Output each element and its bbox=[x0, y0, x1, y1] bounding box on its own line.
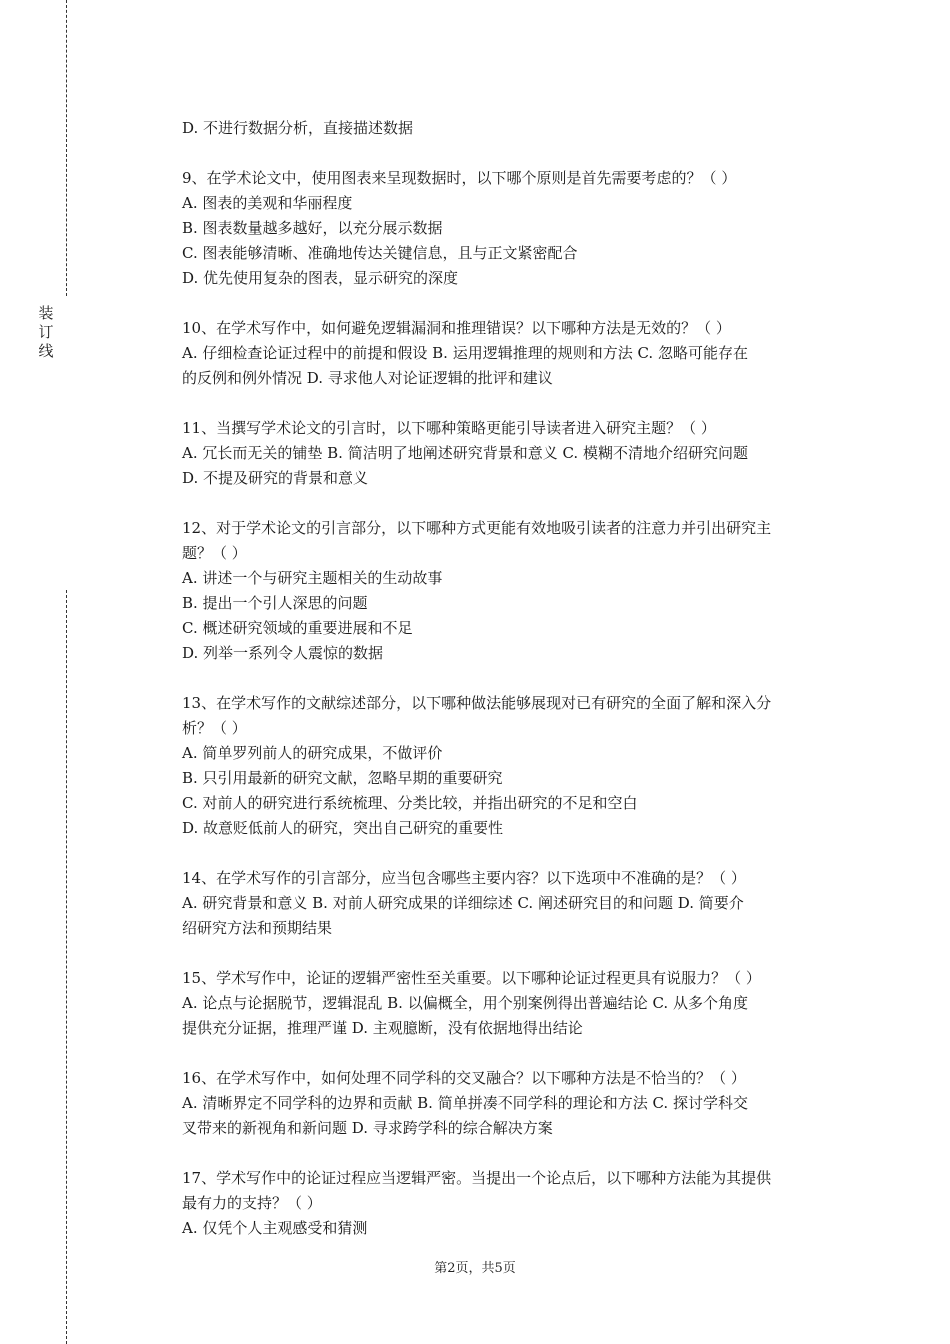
question-text-line: 析？（ ） bbox=[182, 719, 247, 737]
question-block bbox=[182, 691, 842, 841]
question-block bbox=[182, 1066, 842, 1141]
question-block bbox=[182, 966, 842, 1041]
question-block bbox=[182, 516, 842, 666]
question-block bbox=[182, 416, 842, 491]
question-text-line: 绍研究方法和预期结果 bbox=[182, 919, 333, 937]
binding-label-char: 装 bbox=[38, 304, 54, 322]
question-text-line: D. 故意贬低前人的研究，突出自己研究的重要性 bbox=[182, 819, 504, 837]
question-text-line: C. 概述研究领域的重要进展和不足 bbox=[182, 619, 413, 637]
question-stem-line: 13、在学术写作的文献综述部分，以下哪种做法能够展现对已有研究的全面了解和深入分 bbox=[182, 694, 772, 712]
question-text-line: B. 只引用最新的研究文献，忽略早期的重要研究 bbox=[182, 769, 503, 787]
question-text-line: C. 图表能够清晰、准确地传达关键信息，且与正文紧密配合 bbox=[182, 244, 578, 262]
question-stem-line: 17、学术写作中的论证过程应当逻辑严密。当提出一个论点后，以下哪种方法能为其提供 bbox=[182, 1169, 772, 1187]
question-stem-line: 9、在学术论文中，使用图表来呈现数据时，以下哪个原则是首先需要考虑的？（ ） bbox=[182, 169, 737, 187]
question-text-line: 的反例和例外情况 D. 寻求他人对论证逻辑的批评和建议 bbox=[182, 369, 553, 387]
question-text-line: 叉带来的新视角和新问题 D. 寻求跨学科的综合解决方案 bbox=[182, 1119, 553, 1137]
question-block bbox=[182, 316, 842, 391]
binding-label-char: 订 bbox=[38, 323, 54, 341]
question-text-line: A. 仅凭个人主观感受和猜测 bbox=[182, 1219, 368, 1237]
question-stem-line: 10、在学术写作中，如何避免逻辑漏洞和推理错误？以下哪种方法是无效的？（ ） bbox=[182, 319, 731, 337]
question-text-line: D. 优先使用复杂的图表，显示研究的深度 bbox=[182, 269, 459, 287]
question-text-line: A. 图表的美观和华丽程度 bbox=[182, 194, 353, 212]
question-text-line: B. 提出一个引人深思的问题 bbox=[182, 594, 368, 612]
question-stem-line: 12、对于学术论文的引言部分，以下哪种方式更能有效地吸引读者的注意力并引出研究主 bbox=[182, 519, 772, 537]
question-stem-line: 16、在学术写作中，如何处理不同学科的交叉融合？以下哪种方法是不恰当的？（ ） bbox=[182, 1069, 746, 1087]
question-text-line: A. 清晰界定不同学科的边界和贡献 B. 简单拼凑不同学科的理论和方法 C. 探讨学科交 bbox=[182, 1094, 748, 1112]
question-text-line: 最有力的支持？（ ） bbox=[182, 1194, 322, 1212]
binding-line-bottom bbox=[66, 590, 67, 1344]
question-text-line: A. 论点与论据脱节，逻辑混乱 B. 以偏概全，用个别案例得出普遍结论 C. 从多个角度 bbox=[182, 994, 748, 1012]
question-stem-line: 14、在学术写作的引言部分，应当包含哪些主要内容？以下选项中不准确的是？（ ） bbox=[182, 869, 746, 887]
binding-label-char: 线 bbox=[38, 342, 54, 360]
question-text-line: D. 不提及研究的背景和意义 bbox=[182, 469, 369, 487]
question-block bbox=[182, 1166, 842, 1241]
binding-label bbox=[36, 304, 56, 361]
question-text-line: A. 仔细检查论证过程中的前提和假设 B. 运用逻辑推理的规则和方法 C. 忽略可能存在 bbox=[182, 344, 748, 362]
question-block bbox=[182, 166, 842, 291]
question-text-line: A. 冗长而无关的铺垫 B. 简洁明了地阐述研究背景和意义 C. 模糊不清地介绍研究问题 bbox=[182, 444, 748, 462]
question-text-line: D. 列举一系列令人震惊的数据 bbox=[182, 644, 384, 662]
question-text-line: A. 简单罗列前人的研究成果，不做评价 bbox=[182, 744, 443, 762]
question-text-line: 提供充分证据，推理严谨 D. 主观臆断，没有依据地得出结论 bbox=[182, 1019, 583, 1037]
question-text-line: 题？（ ） bbox=[182, 544, 247, 562]
question-text-line: C. 对前人的研究进行系统梳理、分类比较，并指出研究的不足和空白 bbox=[182, 794, 638, 812]
page-footer: 第2页，共5页 bbox=[434, 1261, 516, 1276]
question-fragment bbox=[182, 116, 842, 141]
question-text-line: A. 研究背景和意义 B. 对前人研究成果的详细综述 C. 阐述研究目的和问题 D. 简要介 bbox=[182, 894, 744, 912]
question-stem-line: 11、当撰写学术论文的引言时，以下哪种策略更能引导读者进入研究主题？（ ） bbox=[182, 419, 716, 437]
question-text-line: B. 图表数量越多越好，以充分展示数据 bbox=[182, 219, 443, 237]
question-text-line: D. 不进行数据分析，直接描述数据 bbox=[182, 119, 414, 137]
question-content bbox=[182, 116, 842, 1241]
binding-line-top bbox=[66, 0, 67, 296]
question-text-line: A. 讲述一个与研究主题相关的生动故事 bbox=[182, 569, 443, 587]
question-block bbox=[182, 866, 842, 941]
question-stem-line: 15、学术写作中，论证的逻辑严密性至关重要。以下哪种论证过程更具有说服力？（ ） bbox=[182, 969, 761, 987]
